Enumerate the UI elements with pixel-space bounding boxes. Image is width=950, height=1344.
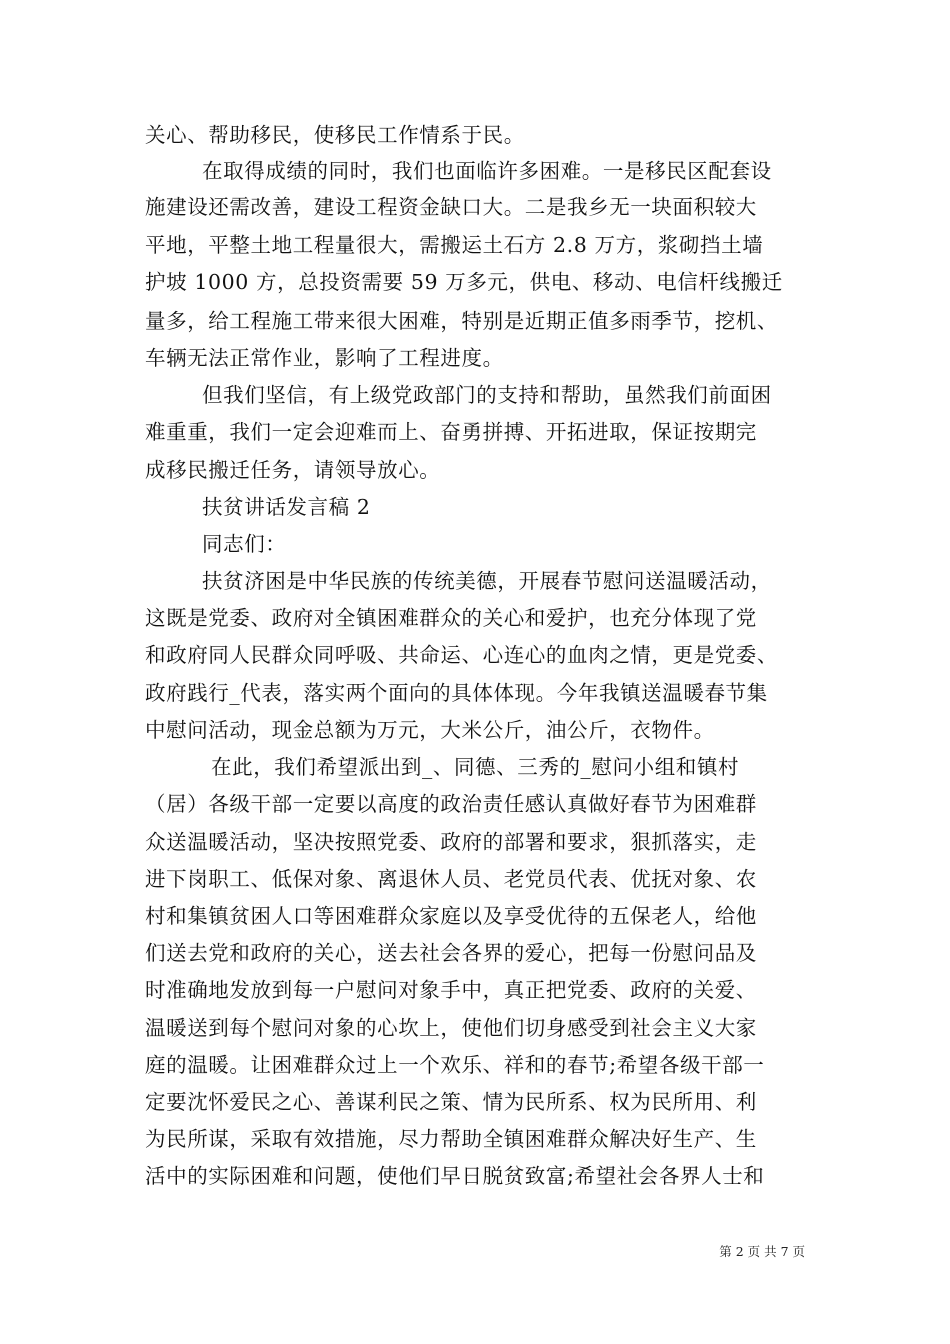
paragraph-start-line: 在此，我们希望派出到_、同德、三秀的_慰问小组和镇村	[211, 755, 740, 779]
text-line: 关心、帮助移民，使移民工作情系于民。	[145, 123, 525, 147]
text-line: 进下岗职工、低保对象、离退休人员、老党员代表、优抚对象、农	[145, 867, 757, 891]
text-line: 施建设还需改善，建设工程资金缺口大。二是我乡无一块面积较大	[145, 195, 757, 219]
text-line: 难重重，我们一定会迎难而上、奋勇拼搏、开拓进取，保证按期完	[145, 420, 757, 444]
paragraph-start-line: 扶贫济困是中华民族的传统美德，开展春节慰问送温暖活动，	[202, 569, 772, 593]
text-line: 村和集镇贫困人口等困难群众家庭以及享受优待的五保老人，给他	[145, 904, 757, 928]
text-line: 和政府同人民群众同呼吸、共命运、心连心的血肉之情，更是党委、	[145, 643, 778, 667]
text-line: 众送温暖活动，坚决按照党委、政府的部署和要求，狠抓落实，走	[145, 830, 757, 854]
text-line: 这既是党委、政府对全镇困难群众的关心和爱护，也充分体现了党	[145, 606, 757, 630]
text-line: 量多，给工程施工带来很大困难，特别是近期正值多雨季节，挖机、	[145, 309, 778, 333]
paragraph-start-line: 但我们坚信，有上级党政部门的支持和帮助，虽然我们前面困	[202, 383, 772, 407]
section-heading: 扶贫讲话发言稿 2	[202, 495, 371, 519]
text-line: （居）各级干部一定要以高度的政治责任感认真做好春节为困难群	[145, 792, 757, 816]
paragraph-start-line: 在取得成绩的同时，我们也面临许多困难。一是移民区配套设	[202, 159, 772, 183]
text-line: 活中的实际困难和问题，使他们早日脱贫致富;希望社会各界人士和	[145, 1164, 765, 1188]
text-line: 时准确地发放到每一户慰问对象手中，真正把党委、政府的关爱、	[145, 978, 757, 1002]
text-line: 平地，平整土地工程量很大，需搬运土石方 2.8 万方，浆砌挡土墙	[145, 233, 764, 257]
text-line: 政府践行_代表，落实两个面向的具体体现。今年我镇送温暖春节集	[145, 681, 768, 705]
text-line: 庭的温暖。让困难群众过上一个欢乐、祥和的春节;希望各级干部一	[145, 1053, 765, 1077]
text-line: 温暖送到每个慰问对象的心坎上，使他们切身感受到社会主义大家	[145, 1016, 757, 1040]
text-line: 定要沈怀爱民之心、善谋利民之策、情为民所系、权为民所用、利	[145, 1090, 757, 1114]
salutation: 同志们：	[202, 532, 287, 556]
text-line: 为民所谋，采取有效措施，尽力帮助全镇困难群众解决好生产、生	[145, 1127, 757, 1151]
page-number: 第 2 页 共 7 页	[719, 1244, 805, 1259]
text-line: 车辆无法正常作业，影响了工程进度。	[145, 346, 504, 370]
text-line: 中慰问活动，现金总额为万元，大米公斤，油公斤，衣物件。	[145, 718, 715, 742]
text-line: 护坡 1000 方，总投资需要 59 万多元，供电、移动、电信杆线搬迁	[145, 270, 783, 294]
text-line: 们送去党和政府的关心，送去社会各界的爱心，把每一份慰问品及	[145, 941, 757, 965]
text-line: 成移民搬迁任务，请领导放心。	[145, 458, 441, 482]
